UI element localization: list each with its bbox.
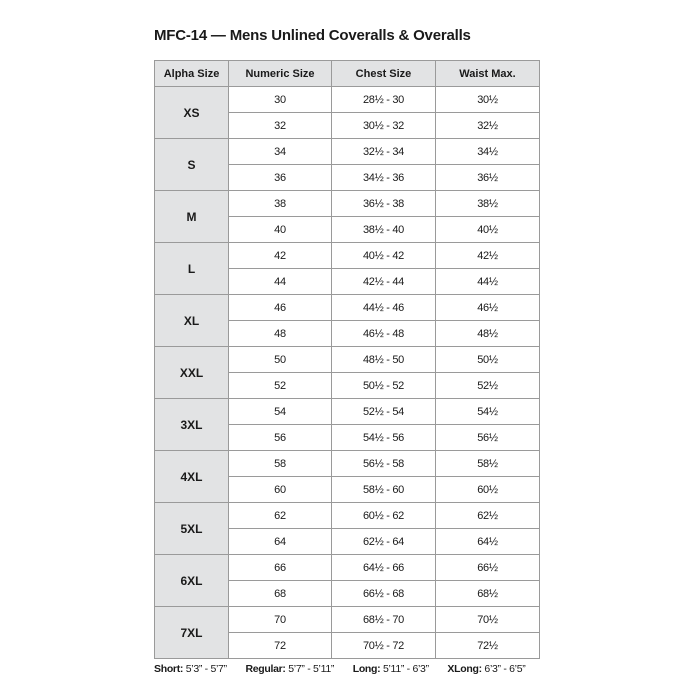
chest-size-cell: 28½ - 30 — [332, 87, 436, 113]
table-row — [155, 503, 540, 529]
table-header-row — [155, 61, 540, 87]
alpha-size-cell: 6XL — [155, 555, 229, 607]
chest-size-cell: 38½ - 40 — [332, 217, 436, 243]
chest-size-cell: 66½ - 68 — [332, 581, 436, 607]
table-row — [155, 347, 540, 373]
legend-short: Short: 5’3” - 5’7” — [154, 663, 227, 675]
numeric-size-cell: 70 — [229, 607, 332, 633]
chest-size-cell: 56½ - 58 — [332, 451, 436, 477]
header-chest-size: Chest Size — [332, 61, 436, 87]
waist-max-cell: 46½ — [436, 295, 540, 321]
chest-size-cell: 30½ - 32 — [332, 113, 436, 139]
table-row — [155, 87, 540, 113]
waist-max-cell: 64½ — [436, 529, 540, 555]
waist-max-cell: 34½ — [436, 139, 540, 165]
alpha-size-cell: M — [155, 191, 229, 243]
chest-size-cell: 64½ - 66 — [332, 555, 436, 581]
waist-max-cell: 32½ — [436, 113, 540, 139]
numeric-size-cell: 66 — [229, 555, 332, 581]
waist-max-cell: 56½ — [436, 425, 540, 451]
table-row — [155, 139, 540, 165]
header-alpha-size: Alpha Size — [155, 61, 229, 87]
chest-size-cell: 70½ - 72 — [332, 633, 436, 659]
chest-size-cell: 68½ - 70 — [332, 607, 436, 633]
numeric-size-cell: 72 — [229, 633, 332, 659]
numeric-size-cell: 36 — [229, 165, 332, 191]
numeric-size-cell: 48 — [229, 321, 332, 347]
table-row — [155, 191, 540, 217]
waist-max-cell: 62½ — [436, 503, 540, 529]
numeric-size-cell: 54 — [229, 399, 332, 425]
waist-max-cell: 66½ — [436, 555, 540, 581]
legend-regular: Regular: 5’7” - 5’11” — [245, 663, 335, 675]
numeric-size-cell: 68 — [229, 581, 332, 607]
chest-size-cell: 50½ - 52 — [332, 373, 436, 399]
numeric-size-cell: 42 — [229, 243, 332, 269]
waist-max-cell: 72½ — [436, 633, 540, 659]
chest-size-cell: 34½ - 36 — [332, 165, 436, 191]
numeric-size-cell: 34 — [229, 139, 332, 165]
chest-size-cell: 42½ - 44 — [332, 269, 436, 295]
table-row — [155, 607, 540, 633]
chest-size-cell: 46½ - 48 — [332, 321, 436, 347]
numeric-size-cell: 38 — [229, 191, 332, 217]
waist-max-cell: 48½ — [436, 321, 540, 347]
numeric-size-cell: 40 — [229, 217, 332, 243]
waist-max-cell: 38½ — [436, 191, 540, 217]
table-row — [155, 399, 540, 425]
alpha-size-cell: XL — [155, 295, 229, 347]
chest-size-cell: 58½ - 60 — [332, 477, 436, 503]
size-table-body — [155, 87, 540, 659]
chest-size-cell: 32½ - 34 — [332, 139, 436, 165]
alpha-size-cell: L — [155, 243, 229, 295]
alpha-size-cell: 5XL — [155, 503, 229, 555]
table-row — [155, 243, 540, 269]
alpha-size-cell: S — [155, 139, 229, 191]
table-row — [155, 555, 540, 581]
legend-long: Long: 5’11” - 6’3” — [352, 663, 429, 675]
numeric-size-cell: 52 — [229, 373, 332, 399]
waist-max-cell: 54½ — [436, 399, 540, 425]
numeric-size-cell: 60 — [229, 477, 332, 503]
chest-size-cell: 40½ - 42 — [332, 243, 436, 269]
numeric-size-cell: 32 — [229, 113, 332, 139]
waist-max-cell: 68½ — [436, 581, 540, 607]
numeric-size-cell: 50 — [229, 347, 332, 373]
numeric-size-cell: 46 — [229, 295, 332, 321]
table-row — [155, 451, 540, 477]
waist-max-cell: 36½ — [436, 165, 540, 191]
waist-max-cell: 60½ — [436, 477, 540, 503]
alpha-size-cell: XXL — [155, 347, 229, 399]
numeric-size-cell: 30 — [229, 87, 332, 113]
waist-max-cell: 70½ — [436, 607, 540, 633]
chest-size-cell: 48½ - 50 — [332, 347, 436, 373]
header-numeric-size: Numeric Size — [229, 61, 332, 87]
table-row — [155, 295, 540, 321]
numeric-size-cell: 64 — [229, 529, 332, 555]
size-chart-table — [154, 60, 540, 659]
waist-max-cell: 44½ — [436, 269, 540, 295]
numeric-size-cell: 56 — [229, 425, 332, 451]
waist-max-cell: 52½ — [436, 373, 540, 399]
alpha-size-cell: 7XL — [155, 607, 229, 659]
page-title: MFC-14 — Mens Unlined Coveralls & Overalls — [154, 27, 471, 44]
legend-xlong: XLong: 6’3” - 6’5” — [447, 663, 526, 675]
waist-max-cell: 50½ — [436, 347, 540, 373]
numeric-size-cell: 58 — [229, 451, 332, 477]
waist-max-cell: 42½ — [436, 243, 540, 269]
chest-size-cell: 54½ - 56 — [332, 425, 436, 451]
waist-max-cell: 40½ — [436, 217, 540, 243]
chest-size-cell: 62½ - 64 — [332, 529, 436, 555]
waist-max-cell: 30½ — [436, 87, 540, 113]
chest-size-cell: 52½ - 54 — [332, 399, 436, 425]
numeric-size-cell: 44 — [229, 269, 332, 295]
inseam-legend — [154, 663, 554, 675]
numeric-size-cell: 62 — [229, 503, 332, 529]
waist-max-cell: 58½ — [436, 451, 540, 477]
chest-size-cell: 44½ - 46 — [332, 295, 436, 321]
alpha-size-cell: 4XL — [155, 451, 229, 503]
alpha-size-cell: XS — [155, 87, 229, 139]
chest-size-cell: 60½ - 62 — [332, 503, 436, 529]
alpha-size-cell: 3XL — [155, 399, 229, 451]
header-waist-max: Waist Max. — [436, 61, 540, 87]
chest-size-cell: 36½ - 38 — [332, 191, 436, 217]
